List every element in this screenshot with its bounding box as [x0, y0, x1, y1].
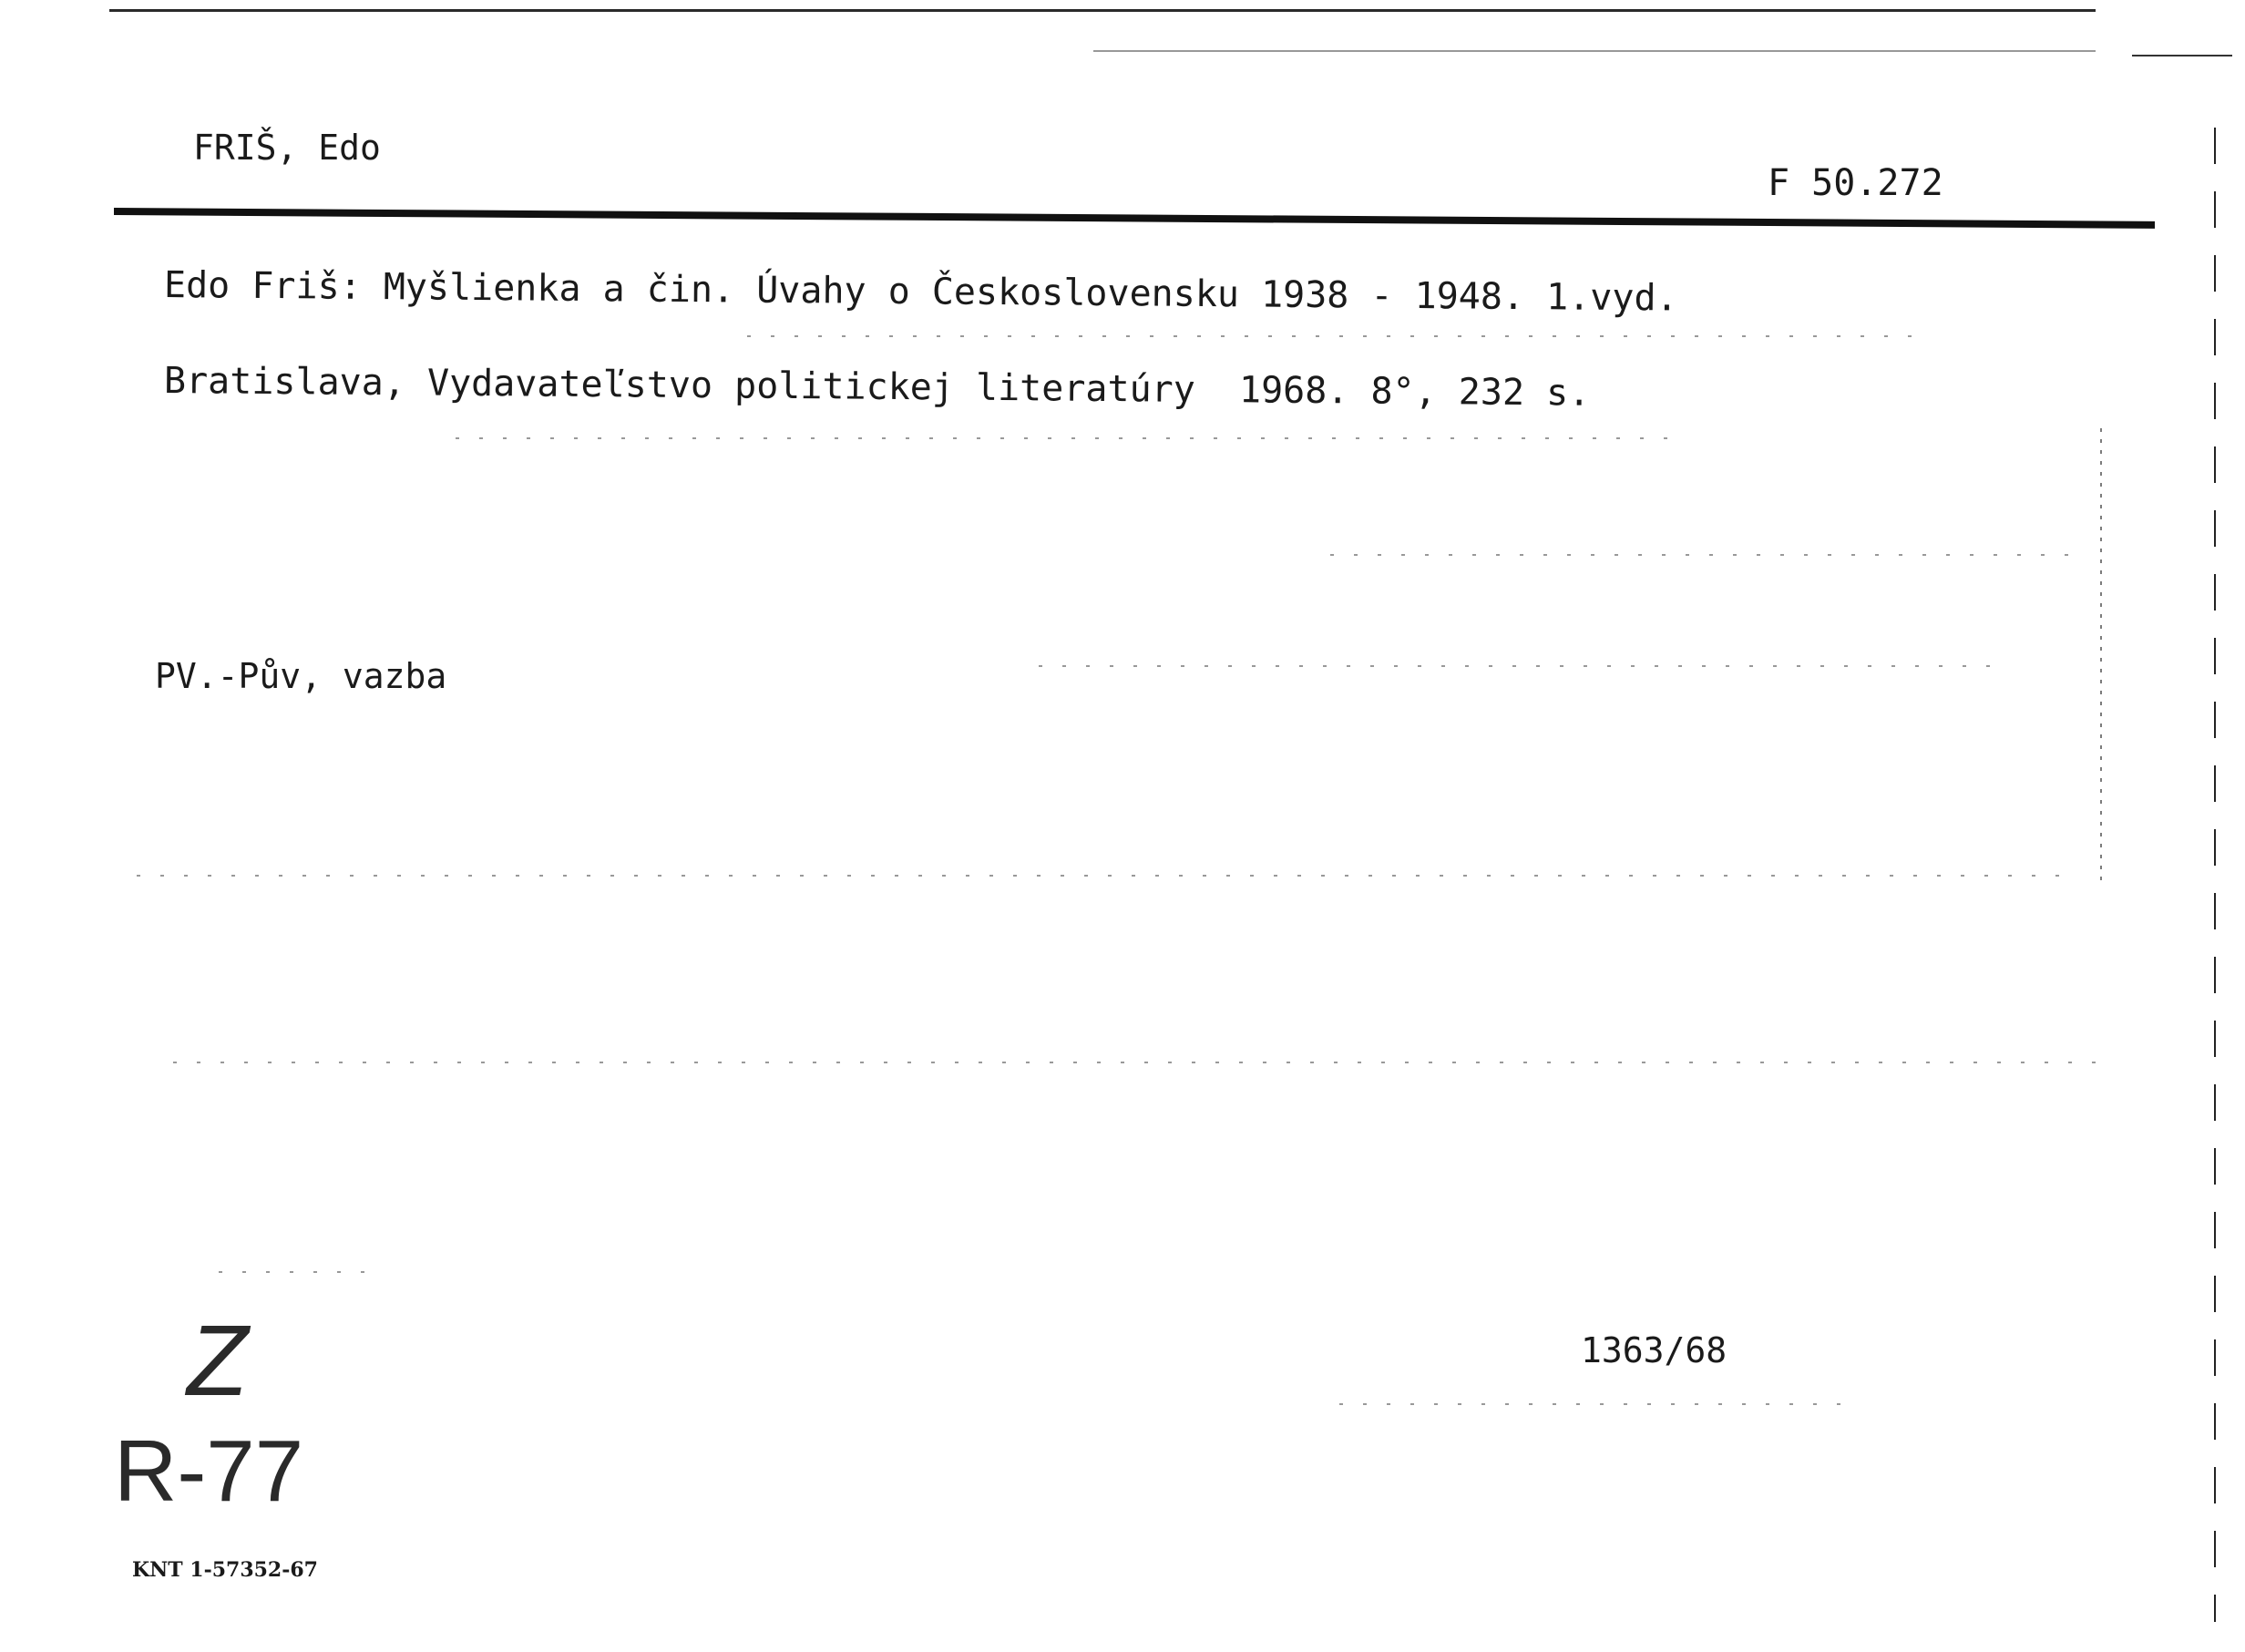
author-heading: FRIŠ, Edo	[193, 128, 381, 168]
heading-rule	[114, 208, 2155, 229]
provenance-note: PV.-Pův, vazba	[155, 656, 447, 696]
speck-row	[456, 437, 1667, 439]
handwritten-z: Z	[187, 1305, 249, 1417]
handwritten-shelf-mark: R-77	[114, 1422, 304, 1520]
card-right-inner-mark	[2100, 428, 2102, 884]
speck-row	[1339, 1403, 1850, 1405]
speck-row	[219, 1271, 383, 1273]
call-number: F 50.272	[1768, 162, 1943, 204]
printer-stamp: KNT 1-57352-67	[132, 1558, 318, 1582]
speck-row	[1330, 554, 2077, 556]
card-top-right-edge	[2132, 55, 2232, 56]
title-statement: Edo Friš: Myšlienka a čin. Úvahy o Československu 1938 - 1948. 1.vyd.	[163, 264, 1678, 320]
speck-row	[747, 335, 1932, 337]
card-right-edge	[2214, 128, 2216, 1622]
speck-row	[173, 1062, 2096, 1063]
imprint-statement: Bratislava, Vydavateľstvo politickej literatúry 1968. 8°, 232 s.	[163, 360, 1591, 415]
speck-row	[1039, 665, 2004, 667]
card-top-edge-faint	[1093, 50, 2096, 52]
speck-row	[137, 875, 2068, 877]
card-top-edge	[109, 9, 2096, 12]
accession-number: 1363/68	[1581, 1330, 1727, 1370]
